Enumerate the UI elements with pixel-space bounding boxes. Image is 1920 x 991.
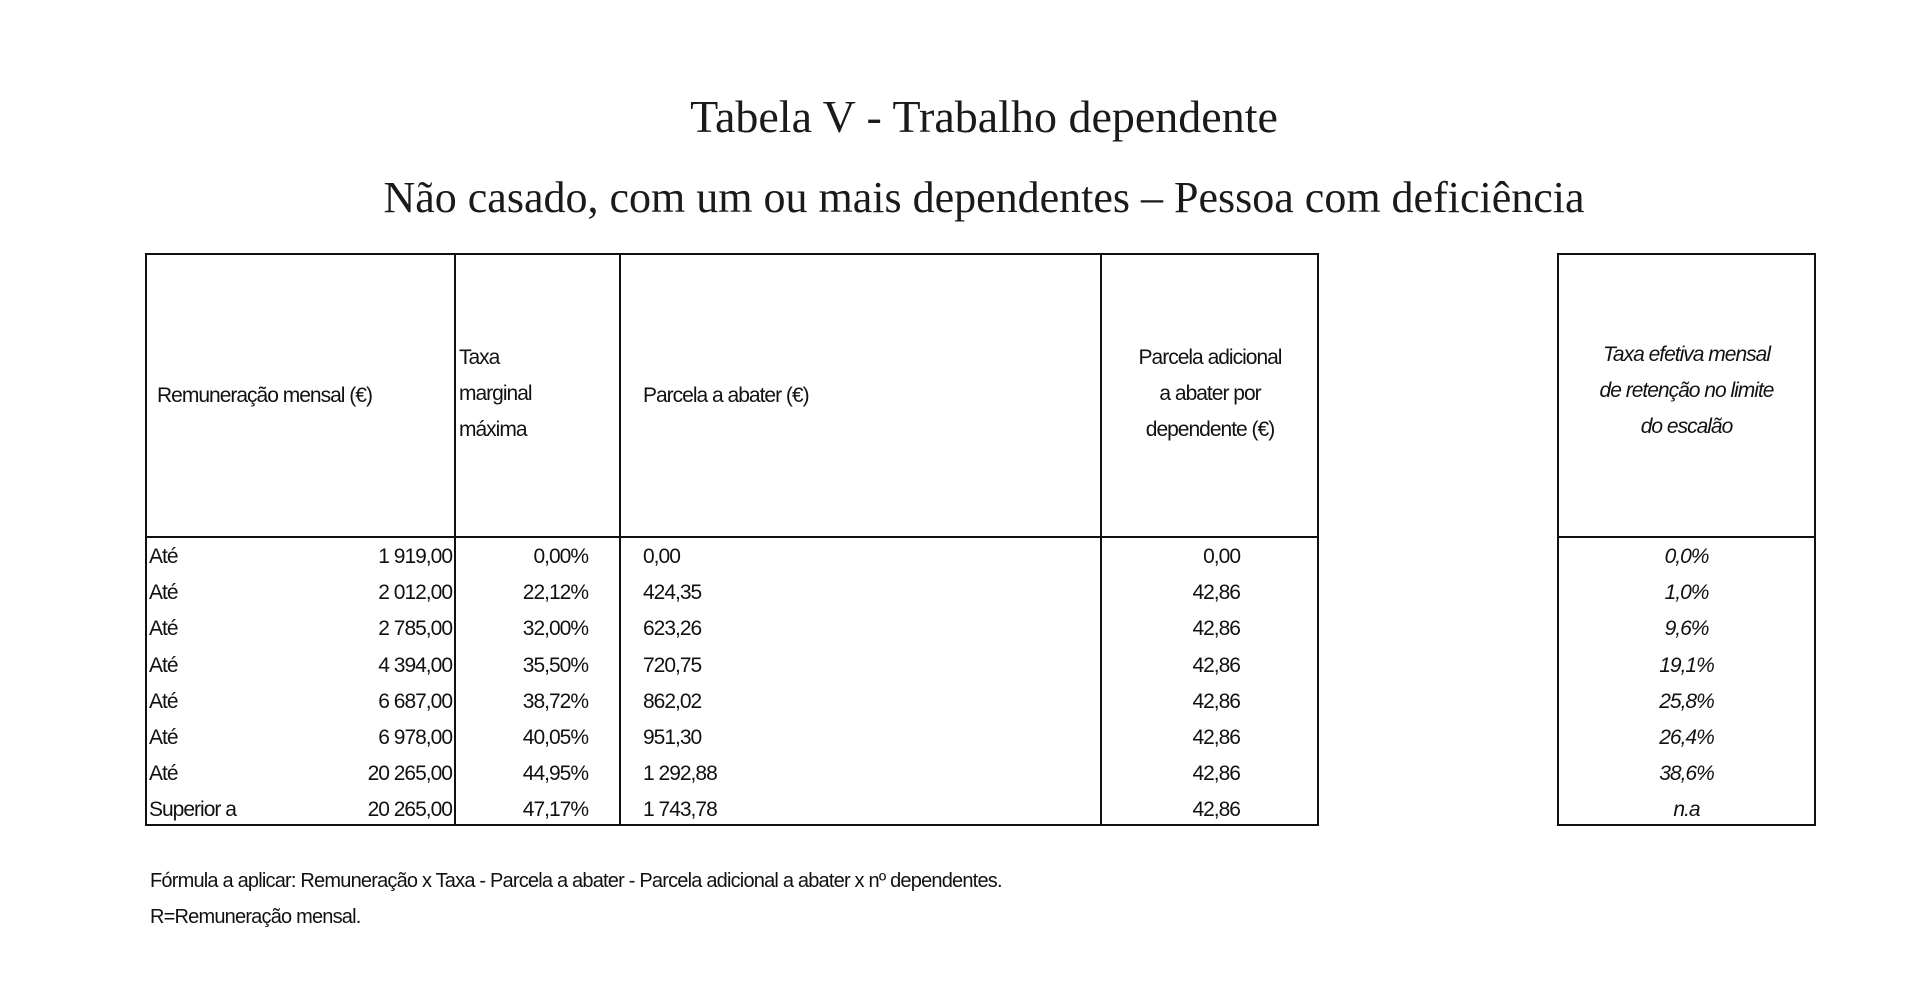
cell-label: Até: [149, 653, 178, 677]
cell-taxa: 32,00%: [522, 617, 588, 641]
header-adicional-line2: a abater por: [1159, 382, 1261, 405]
cell-efetiva: 25,8%: [1659, 689, 1714, 713]
cell-parcela: 862,02: [643, 689, 702, 713]
cell-remuneracao: 20 265,00: [367, 798, 452, 822]
cell-label: Até: [149, 545, 178, 568]
cell-efetiva: 1,0%: [1664, 581, 1709, 605]
cell-remuneracao: 1 919,00: [378, 545, 452, 568]
cell-label: Até: [149, 617, 178, 641]
header-adicional-line1: Parcela adicional: [1138, 346, 1282, 369]
cell-label: Até: [149, 762, 178, 786]
header-divider: [145, 536, 1319, 538]
cell-parcela: 623,26: [643, 617, 702, 641]
cell-taxa: 0,00%: [533, 545, 588, 568]
cell-adicional: 42,86: [1192, 726, 1240, 749]
column-divider: [619, 253, 621, 826]
cell-efetiva: n.a: [1673, 798, 1700, 822]
cell-remuneracao: 4 394,00: [378, 653, 452, 677]
cell-remuneracao: 2 785,00: [378, 617, 452, 641]
cell-adicional: 42,86: [1192, 762, 1240, 786]
cell-remuneracao: 6 978,00: [378, 726, 452, 749]
cell-label: Superior a: [149, 798, 236, 822]
cell-efetiva: 0,0%: [1664, 545, 1709, 568]
header-efetiva-line3: do escalão: [1640, 415, 1733, 438]
cell-adicional: 42,86: [1192, 617, 1240, 641]
cell-efetiva: 38,6%: [1659, 762, 1714, 786]
header-taxa-line3: máxima: [459, 418, 527, 441]
cell-remuneracao: 2 012,00: [378, 581, 452, 605]
cell-taxa: 38,72%: [522, 689, 588, 713]
cell-efetiva: 19,1%: [1659, 653, 1714, 677]
cell-efetiva: 9,6%: [1664, 617, 1709, 641]
header-efetiva-line2: de retenção no limite: [1599, 379, 1774, 402]
cell-label: Até: [149, 689, 178, 713]
cell-taxa: 47,17%: [522, 798, 588, 822]
cell-taxa: 44,95%: [522, 762, 588, 786]
footnote-formula: Fórmula a aplicar: Remuneração x Taxa - Parcela a abater - Parcela adicional a abater x nº dependentes.: [150, 870, 1002, 892]
table-title: Tabela V - Trabalho dependente: [690, 91, 1278, 142]
header-efetiva-line1: Taxa efetiva mensal: [1603, 343, 1770, 366]
cell-taxa: 35,50%: [522, 653, 588, 677]
cell-taxa: 40,05%: [522, 726, 588, 749]
cell-label: Até: [149, 726, 178, 749]
cell-parcela: 1 743,78: [643, 798, 717, 822]
cell-remuneracao: 20 265,00: [367, 762, 452, 786]
header-parcela: Parcela a abater (€): [643, 384, 809, 407]
cell-adicional: 42,86: [1192, 581, 1240, 605]
cell-efetiva: 26,4%: [1659, 726, 1714, 749]
header-taxa-line1: Taxa: [459, 346, 500, 369]
cell-adicional: 42,86: [1192, 653, 1240, 677]
header-adicional-line3: dependente (€): [1145, 418, 1275, 441]
cell-remuneracao: 6 687,00: [378, 689, 452, 713]
cell-label: Até: [149, 581, 178, 605]
cell-parcela: 1 292,88: [643, 762, 717, 786]
cell-taxa: 22,12%: [522, 581, 588, 605]
header-remuneracao: Remuneração mensal (€): [157, 384, 372, 407]
cell-parcela: 720,75: [643, 653, 702, 677]
cell-adicional: 42,86: [1192, 798, 1240, 822]
header-divider: [1557, 536, 1816, 538]
header-taxa-line2: marginal: [459, 382, 532, 405]
cell-parcela: 951,30: [643, 726, 702, 749]
column-divider: [454, 253, 456, 826]
cell-parcela: 0,00: [643, 545, 680, 568]
cell-adicional: 0,00: [1203, 545, 1240, 568]
cell-parcela: 424,35: [643, 581, 702, 605]
table-subtitle: Não casado, com um ou mais dependentes – Pessoa com deficiência: [383, 173, 1585, 222]
cell-adicional: 42,86: [1192, 689, 1240, 713]
footnote-r: R=Remuneração mensal.: [150, 906, 361, 928]
